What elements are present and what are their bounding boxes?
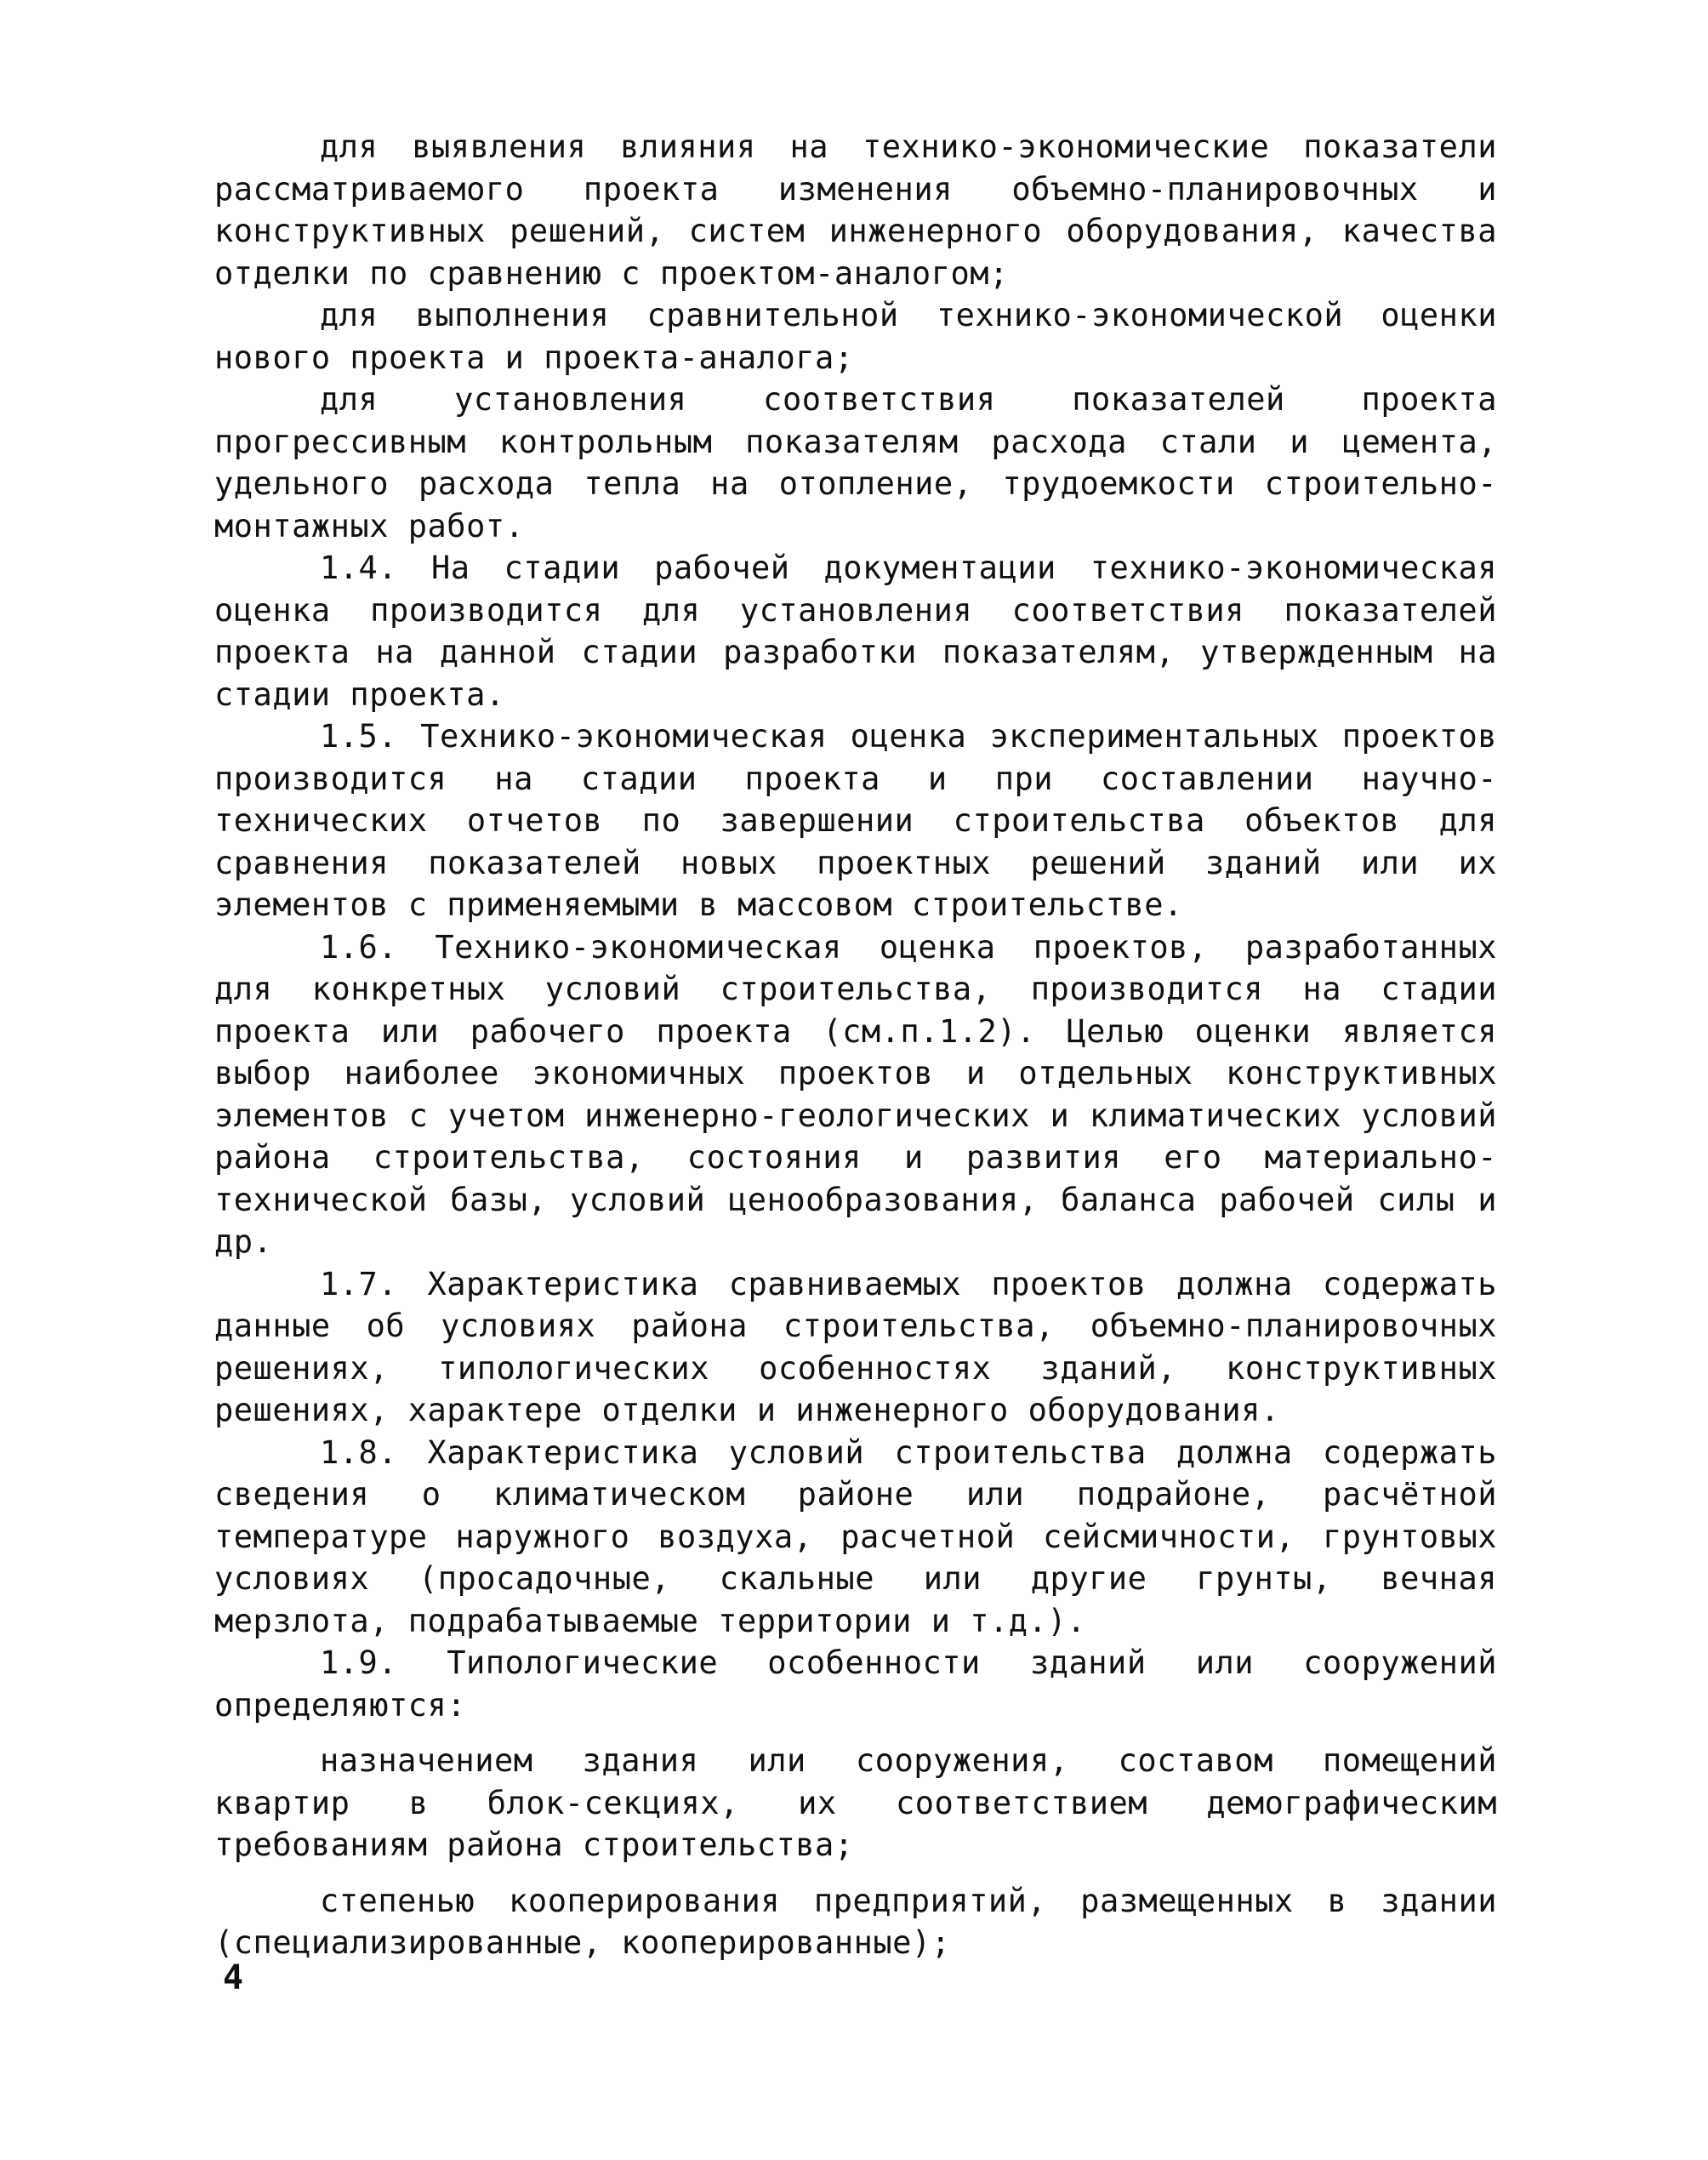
paragraph-1-4: 1.4. На стадии рабочей документации технико-экономическая оценка производится для установления соответствия показателей проекта на данной стадии разработки показателям, утвержденным на стадии проекта. xyxy=(214,550,1497,713)
paragraph-1-8: 1.8. Характеристика условий строительства должна содержать сведения о климатическом районе или подрайоне, расчётной температуре наружного воздуха, расчетной сейсмичности, грунтовых условиях (просадочные, скальные или другие грунты, вечная мерзлота, подрабатываемые территории и т.д.). xyxy=(214,1433,1497,1639)
paragraph-1-9: 1.9. Типологические особенности зданий или сооружений определяются: xyxy=(214,1644,1497,1724)
page-number: 4 xyxy=(223,1958,244,1998)
paragraph-1-7: 1.7. Характеристика сравниваемых проектов должна содержать данные об условиях района строительства, объемно-планировочных решениях, типологических особенностях зданий, конструктивных решениях, характере отделки и инженерного оборудования. xyxy=(214,1265,1497,1428)
paragraph-building-purpose: назначением здания или сооружения, составом помещений квартир в блок-секциях, их соответствием демографическим требованиям района строительства; xyxy=(214,1742,1497,1863)
paragraph-influence-analysis: для выявления влияния на технико-экономические показатели рассматриваемого проекта изменения объемно-планировочных и конструктивных решений, систем инженерного оборудования, качества отделки по сравнению с проектом-аналогом; xyxy=(214,128,1497,292)
paragraph-cooperation-degree: степенью кооперирования предприятий, размещенных в здании (специализированные, кооперированные); xyxy=(214,1882,1497,1961)
body-text xyxy=(214,126,1497,1964)
paragraph-1-6: 1.6. Технико-экономическая оценка проектов, разработанных для конкретных условий строительства, производится на стадии проекта или рабочего проекта (см.п.1.2). Целью оценки является выбор наиболее экономичных проектов и отдельных конструктивных элементов с учетом инженерно-геологических и климатических условий района строительства, состояния и развития его материально-технической базы, условий ценообразования, баланса рабочей силы и др. xyxy=(214,928,1497,1260)
paragraph-1-5: 1.5. Технико-экономическая оценка экспериментальных проектов производится на стадии проекта и при составлении научно-технических отчетов по завершении строительства объектов для сравнения показателей новых проектных решений зданий или их элементов с применяемыми в массовом строительстве. xyxy=(214,718,1497,923)
paragraph-progressive-indicators: для установления соответствия показателей проекта прогрессивным контрольным показателям расхода стали и цемента, удельного расхода тепла на отопление, трудоемкости строительно-монтажных работ. xyxy=(214,381,1497,544)
paragraph-comparative-evaluation: для выполнения сравнительной технико-экономической оценки нового проекта и проекта-аналога; xyxy=(214,297,1497,376)
